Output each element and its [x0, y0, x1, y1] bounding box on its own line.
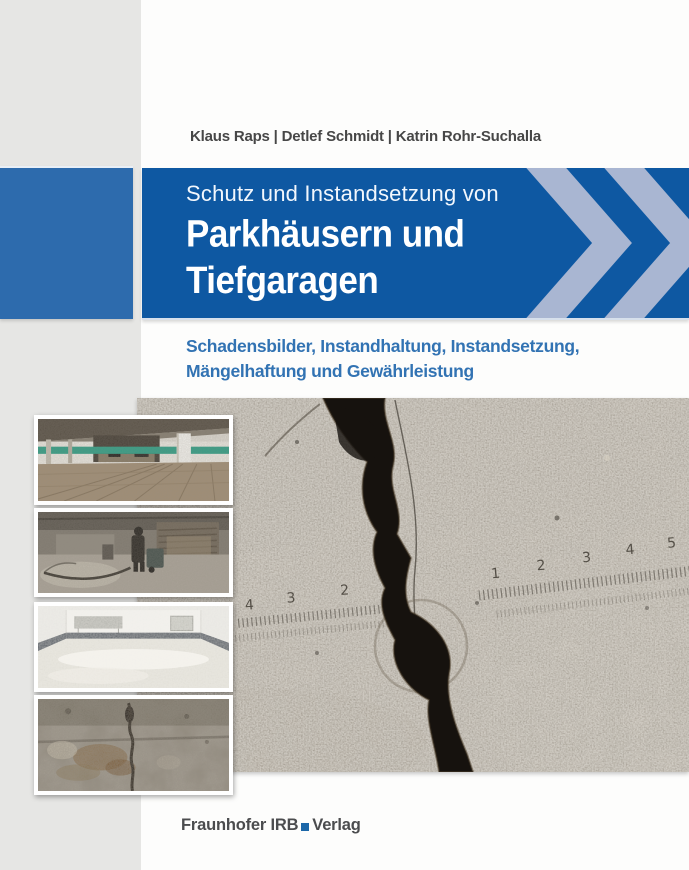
thumb-photo-2	[34, 508, 233, 597]
thumb-photo-1	[34, 415, 233, 505]
damaged-concrete-image	[38, 699, 229, 791]
svg-text:4: 4	[624, 541, 636, 559]
garage-green-stripe-image	[38, 419, 229, 501]
svg-text:2: 2	[339, 582, 350, 600]
svg-text:4: 4	[244, 597, 255, 614]
logo-square-icon	[301, 823, 309, 831]
subtitle-line-1: Schadensbilder, Instandhaltung, Instandsetzung,	[186, 336, 580, 356]
book-title	[186, 211, 499, 304]
accent-blue-square	[0, 166, 133, 319]
publisher-name-part2: Verlag	[312, 816, 361, 834]
thumb-photo-4	[34, 695, 233, 795]
thumb-photo-3	[34, 602, 233, 692]
garage-worker-image	[38, 512, 229, 593]
title-line-1: Parkhäusern und	[186, 213, 465, 256]
banner-text	[186, 180, 499, 302]
chevron-icon	[527, 168, 612, 318]
publisher-logo	[181, 816, 361, 835]
subtitle	[186, 334, 579, 384]
svg-text:1: 1	[490, 565, 501, 583]
author-line: Klaus Raps | Detlef Schmidt | Katrin Rohr-Suchalla	[190, 128, 541, 145]
chevron-right-icons	[519, 168, 689, 318]
svg-text:2: 2	[535, 557, 547, 575]
subtitle-line-2: Mängelhaftung und Gewährleistung	[186, 361, 474, 381]
svg-text:5: 5	[666, 535, 677, 552]
svg-text:3: 3	[286, 590, 297, 607]
publisher-name-part1: Fraunhofer IRB	[181, 816, 299, 834]
svg-text:3: 3	[581, 549, 592, 567]
title-banner	[142, 168, 689, 320]
series-line: Schutz und Instandsetzung von	[186, 181, 499, 206]
title-line-2: Tiefgaragen	[186, 259, 379, 302]
coated-floor-room-image	[38, 606, 229, 688]
